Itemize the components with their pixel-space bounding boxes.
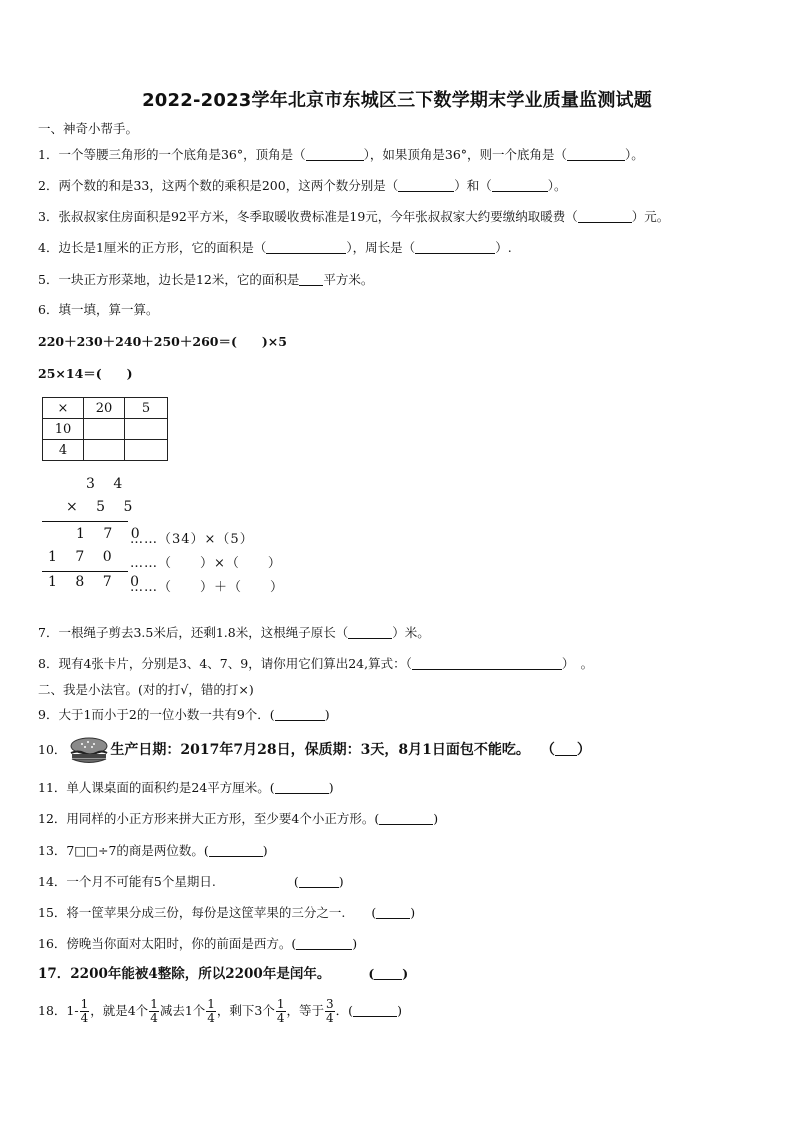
question-17-paren-open: ( <box>368 966 375 981</box>
answer-blank[interactable] <box>555 743 577 756</box>
table-cell: 20 <box>84 398 125 419</box>
vertical-multiplicand: 3 4 <box>86 476 130 492</box>
answer-blank[interactable] <box>299 273 323 286</box>
hamburger-icon <box>66 736 112 766</box>
question-17-paren-close: ) <box>402 966 409 981</box>
question-3-text-a: 3．张叔叔家住房面积是92平方米，冬季取暖收费标准是19元，今年张叔叔家大约要缴纳取暖费（ <box>38 209 578 224</box>
fraction-numerator: 1 <box>80 997 89 1011</box>
fraction-denominator: 4 <box>150 1011 158 1025</box>
question-5 <box>38 271 373 289</box>
question-15-paren-close: ) <box>410 905 416 920</box>
vertical-multiplier: × 5 5 <box>66 499 140 515</box>
fraction-one-quarter <box>80 998 90 1025</box>
answer-blank[interactable] <box>374 967 402 980</box>
table-row <box>43 398 168 419</box>
answer-blank[interactable] <box>412 657 562 670</box>
question-16-text-b: ) <box>352 936 358 951</box>
question-18-text-g: ) <box>397 1003 402 1018</box>
question-13-text-a: 13．7□□÷7的商是两位数。( <box>38 843 209 858</box>
question-5-text-a: 5．一块正方形菜地，边长是12米，它的面积是 <box>38 272 300 287</box>
question-10-paren-close: ） <box>576 742 591 758</box>
fraction-denominator: 4 <box>326 1011 334 1025</box>
vertical-note-3: ……（ ）＋（ ） <box>130 580 285 595</box>
fraction-three-quarters <box>325 998 335 1025</box>
fraction-numerator: 1 <box>276 997 285 1011</box>
question-7 <box>38 624 430 642</box>
question-6: 6．填一填，算一算。 <box>38 302 159 317</box>
question-4-text-b: ），周长是（ <box>346 240 416 255</box>
answer-blank[interactable] <box>275 781 329 794</box>
fraction-numerator: 3 <box>326 997 334 1011</box>
question-12 <box>38 810 438 828</box>
vertical-note-1: ……（34）×（5） <box>130 532 254 547</box>
fraction-denominator: 4 <box>207 1011 215 1025</box>
vertical-rule <box>42 571 128 572</box>
question-8-text-b: ） 。 <box>561 656 594 671</box>
question-11 <box>38 779 334 797</box>
question-11-text-a: 11．单人课桌面的面积约是24平方厘米。( <box>38 780 275 795</box>
fraction-numerator: 1 <box>207 997 215 1011</box>
answer-blank[interactable] <box>376 906 410 919</box>
question-2-text-b: ）和（ <box>454 178 492 193</box>
answer-blank[interactable] <box>415 241 495 254</box>
question-1 <box>38 146 644 164</box>
table-cell-blank[interactable] <box>125 440 168 461</box>
section-heading-1: 一、神奇小帮手。 <box>38 121 139 136</box>
question-10-number: 10． <box>38 742 67 757</box>
answer-blank[interactable] <box>567 148 625 161</box>
answer-blank[interactable] <box>379 812 433 825</box>
question-4-text-c: ）. <box>495 240 512 255</box>
question-3-text-b: ）元。 <box>631 209 670 224</box>
question-14-paren-open: ( <box>293 874 299 889</box>
answer-blank[interactable] <box>398 179 454 192</box>
question-18-text-e: ，等于 <box>286 1003 325 1018</box>
fraction-denominator: 4 <box>80 1011 89 1025</box>
fraction-one-quarter <box>149 998 159 1025</box>
question-10-text: 生产日期：2017年7月28日，保质期：3天，8月1日面包不能吃。 <box>110 742 530 758</box>
fraction-denominator: 4 <box>276 1011 285 1025</box>
table-cell-blank[interactable] <box>84 419 125 440</box>
answer-blank[interactable] <box>306 148 364 161</box>
page-title: 2022-2023学年北京市东城区三下数学期末学业质量监测试题 <box>142 90 652 111</box>
question-18-text-d: ，剩下3个 <box>216 1003 275 1018</box>
question-9-text-b: ) <box>324 707 330 722</box>
question-18-text-a: 18．1- <box>38 1003 79 1018</box>
question-18 <box>38 994 402 1028</box>
table-row <box>43 419 168 440</box>
question-3 <box>38 208 669 226</box>
answer-blank[interactable] <box>348 626 392 639</box>
question-18-text-f: ．( <box>335 1003 354 1018</box>
vertical-partial-2: 1 7 0 <box>48 549 119 565</box>
question-16-text-a: 16．傍晚当你面对太阳时，你的前面是西方。( <box>38 936 297 951</box>
equation-1: 220＋230＋240＋250＋260＝( )×5 <box>38 334 287 349</box>
question-9 <box>38 706 330 724</box>
fraction-numerator: 1 <box>150 997 158 1011</box>
question-9-text-a: 9．大于1而小于2的一位小数一共有9个．( <box>38 707 275 722</box>
answer-blank[interactable] <box>578 210 632 223</box>
question-2 <box>38 177 567 195</box>
fraction-one-quarter <box>206 998 216 1025</box>
question-15-text-a: 15．将一筐苹果分成三份，每份是这筐苹果的三分之一. <box>38 905 346 920</box>
question-2-text-a: 2．两个数的和是33，这两个数的乘积是200，这两个数分别是（ <box>38 178 399 193</box>
question-16 <box>38 935 357 953</box>
table-cell: 10 <box>43 419 84 440</box>
table-cell: 5 <box>125 398 168 419</box>
fraction-one-quarter <box>276 998 286 1025</box>
table-cell-blank[interactable] <box>84 440 125 461</box>
table-cell: 4 <box>43 440 84 461</box>
question-4-text-a: 4．边长是1厘米的正方形，它的面积是（ <box>38 240 267 255</box>
table-row <box>43 440 168 461</box>
question-17 <box>38 965 408 983</box>
question-7-text-b: ）米。 <box>392 625 430 640</box>
multiplication-table <box>42 397 168 461</box>
question-15 <box>38 904 415 922</box>
answer-blank[interactable] <box>353 1004 397 1017</box>
question-1-text-a: 1．一个等腰三角形的一个底角是36°，顶角是（ <box>38 147 306 162</box>
question-2-text-c: ）。 <box>547 178 567 193</box>
question-8 <box>38 655 593 673</box>
question-1-text-b: ），如果顶角是36°，则一个底角是（ <box>363 147 568 162</box>
answer-blank[interactable] <box>209 844 263 857</box>
question-15-paren-open: ( <box>371 905 377 920</box>
answer-blank[interactable] <box>275 708 325 721</box>
question-8-text-a: 8．现有4张卡片，分别是3、4、7、9，请你用它们算出24,算式：（ <box>38 656 412 671</box>
question-5-text-b: 平方米。 <box>323 272 374 287</box>
table-cell-blank[interactable] <box>125 419 168 440</box>
question-13-text-b: ) <box>262 843 268 858</box>
question-4 <box>38 239 512 257</box>
question-11-text-b: ) <box>328 780 334 795</box>
question-18-text-c: 减去1个 <box>159 1003 206 1018</box>
section-heading-2: 二、我是小法官。(对的打√，错的打×) <box>38 682 254 697</box>
question-7-text-a: 7．一根绳子剪去3.5米后，还剩1.8米，这根绳子原长（ <box>38 625 349 640</box>
answer-blank[interactable] <box>492 179 548 192</box>
answer-blank[interactable] <box>299 875 339 888</box>
vertical-note-2: ……（ ）×（ ） <box>130 556 282 571</box>
vertical-product: 1 8 7 0 <box>48 574 146 590</box>
question-12-text-b: ) <box>433 811 439 826</box>
vertical-rule <box>42 521 128 522</box>
question-17-text: 17．2200年能被4整除，所以2200年是闰年。 <box>38 966 331 982</box>
question-1-text-c: ）。 <box>625 147 644 162</box>
answer-blank[interactable] <box>266 241 346 254</box>
equation-2: 25×14＝( ) <box>38 366 133 381</box>
question-10-paren-open: （ <box>547 742 555 758</box>
question-10 <box>38 735 591 766</box>
question-12-text-a: 12．用同样的小正方形来拼大正方形，至少要4个小正方形。( <box>38 811 380 826</box>
question-14 <box>38 873 344 891</box>
question-14-paren-close: ) <box>338 874 344 889</box>
question-14-text-a: 14．一个月不可能有5个星期日. <box>38 874 216 889</box>
question-13 <box>38 842 268 860</box>
question-18-text-b: ，就是4个 <box>90 1003 149 1018</box>
vertical-partial-1: 1 7 0 <box>76 526 147 542</box>
answer-blank[interactable] <box>296 937 352 950</box>
table-cell: × <box>43 398 84 419</box>
